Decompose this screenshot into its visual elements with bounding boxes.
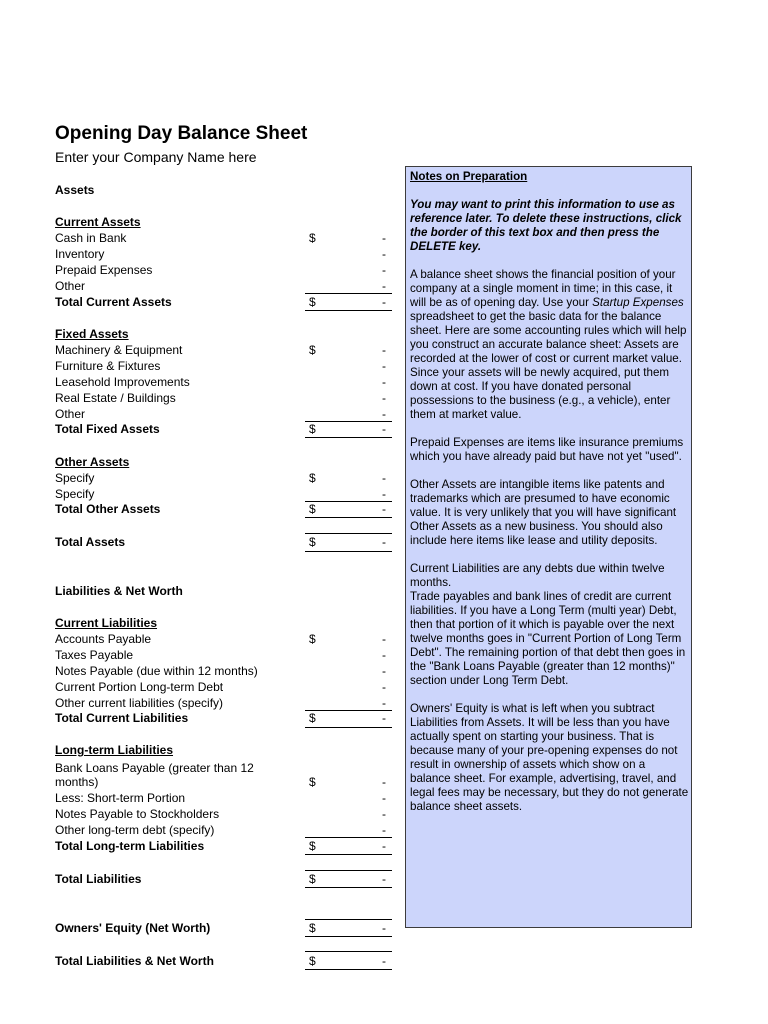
amount-cell[interactable]: - <box>382 775 386 789</box>
total-rule <box>305 551 392 552</box>
currency-symbol: $ <box>309 422 316 436</box>
amount-cell[interactable]: - <box>382 391 386 405</box>
total-label: Total Liabilities & Net Worth <box>55 954 214 968</box>
subtotal-rule <box>305 710 392 711</box>
total-label: Owners' Equity (Net Worth) <box>55 921 211 935</box>
line-item-label: Furniture & Fixtures <box>55 359 161 373</box>
notes-paragraph: Prepaid Expenses are items like insurance premiums which you have already paid but have not yet "used". <box>410 436 684 463</box>
currency-symbol: $ <box>309 535 316 549</box>
total-amount: - <box>382 295 386 309</box>
total-rule <box>305 310 392 311</box>
amount-cell[interactable]: - <box>382 487 386 501</box>
section-title: Assets <box>55 183 95 197</box>
total-label: Total Other Assets <box>55 502 161 516</box>
amount-cell[interactable]: - <box>382 279 386 293</box>
amount-cell[interactable]: - <box>382 247 386 261</box>
amount-cell[interactable]: - <box>382 823 386 837</box>
amount-cell[interactable]: - <box>382 343 386 357</box>
amount-cell[interactable]: - <box>382 632 386 646</box>
line-item-label: Current Portion Long-term Debt <box>55 680 224 694</box>
section-label: Other Assets <box>55 455 130 469</box>
amount-cell[interactable]: - <box>382 680 386 694</box>
currency-symbol: $ <box>309 632 316 646</box>
total-rule <box>305 969 392 970</box>
line-item-label: Real Estate / Buildings <box>55 391 176 405</box>
amount-cell[interactable]: - <box>382 791 386 805</box>
notes-paragraph: Current Liabilities are any debts due within twelve months. Trade payables and bank lines of credit are current liabilities. If you have a Long Term (multi year) Debt, then that portion of it which is payable over the next twelve months goes in "Current Portion of Long Term Debt". The remaining portion of that debt then goes in the "Bank Loans Payable (greater than 12 months)" section under Long Term Debt. <box>410 562 686 687</box>
amount-cell[interactable]: - <box>382 231 386 245</box>
total-label: Total Assets <box>55 535 126 549</box>
section-title: Liabilities & Net Worth <box>55 584 183 598</box>
total-amount: - <box>382 502 386 516</box>
line-item-label: Other current liabilities (specify) <box>55 696 224 710</box>
amount-cell[interactable]: - <box>382 696 386 710</box>
total-rule <box>305 854 392 855</box>
line-item-label: Accounts Payable <box>55 632 152 646</box>
notes-paragraph: A balance sheet shows the financial position of your company at a single moment in time; in this case, it will be as of opening day. Use your Startup Expenses spreadsheet to get the basic data for the balance sheet. Here are some accounting rules which will help you construct an accurate balance sheet: Assets are recorded at the lower of cost or current market value. Since your assets will be newly acquired, put them down at cost. If you have donated personal possessions to the business (e.g., a vehicle), enter them at market value. <box>410 268 687 421</box>
total-amount: - <box>382 711 386 725</box>
total-amount: - <box>382 954 386 968</box>
amount-cell[interactable]: - <box>382 263 386 277</box>
total-rule <box>305 887 392 888</box>
currency-symbol: $ <box>309 872 316 886</box>
amount-cell[interactable]: - <box>382 407 386 421</box>
subtotal-rule <box>305 533 392 534</box>
currency-symbol: $ <box>309 921 316 935</box>
section-label: Current Assets <box>55 215 141 229</box>
section-label: Current Liabilities <box>55 616 158 630</box>
line-item-label: Specify <box>55 471 95 485</box>
total-rule <box>305 936 392 937</box>
currency-symbol: $ <box>309 471 316 485</box>
line-item-bank-loans[interactable] <box>55 761 395 789</box>
line-item-label: Other long-term debt (specify) <box>55 823 215 837</box>
total-rule <box>305 727 392 728</box>
amount-cell[interactable]: - <box>382 375 386 389</box>
currency-symbol: $ <box>309 839 316 853</box>
line-item-label: Leasehold Improvements <box>55 375 190 389</box>
subtotal-rule <box>305 421 392 422</box>
line-item-label: Notes Payable (due within 12 months) <box>55 664 258 678</box>
total-rule <box>305 517 392 518</box>
total-label: Total Liabilities <box>55 872 142 886</box>
line-item-label: Prepaid Expenses <box>55 263 153 277</box>
total-amount: - <box>382 921 386 935</box>
notes-title: Notes on Preparation <box>410 170 528 183</box>
line-item-label: Taxes Payable <box>55 648 134 662</box>
currency-symbol: $ <box>309 775 316 789</box>
notes-paragraph: Owners' Equity is what is left when you subtract Liabilities from Assets. It will be less than you have actually spent on starting your business. That is because many of your pre-opening expenses do not result in ownership of assets which show on a balance sheet. For example, advertising, travel, and legal fees may be necessary, but they do not generate balance sheet assets. <box>410 702 689 813</box>
subtotal-rule <box>305 951 392 952</box>
line-item-label: Specify <box>55 487 95 501</box>
currency-symbol: $ <box>309 343 316 357</box>
total-label: Total Long-term Liabilities <box>55 839 205 853</box>
total-amount: - <box>382 535 386 549</box>
section-label: Fixed Assets <box>55 327 129 341</box>
total-label: Total Fixed Assets <box>55 422 160 436</box>
section-label: Long-term Liabilities <box>55 743 174 757</box>
amount-cell[interactable]: - <box>382 807 386 821</box>
total-amount: - <box>382 872 386 886</box>
line-item-label: Other <box>55 407 86 421</box>
currency-symbol: $ <box>309 231 316 245</box>
total-label: Total Current Liabilities <box>55 711 189 725</box>
page-title: Opening Day Balance Sheet <box>55 123 308 144</box>
amount-cell[interactable]: - <box>382 359 386 373</box>
line-item-label: Notes Payable to Stockholders <box>55 807 220 821</box>
subtotal-rule <box>305 293 392 294</box>
notes-text-box[interactable] <box>405 166 692 928</box>
amount-cell[interactable]: - <box>382 664 386 678</box>
notes-paragraph: Other Assets are intangible items like patents and trademarks which are presumed to have economic value. It is very unlikely that you will have significant Other Assets as a new business. You should also include here items like lease and utility deposits. <box>410 478 677 547</box>
company-name-field[interactable]: Enter your Company Name here <box>55 149 257 165</box>
line-item-label: Bank Loans Payable (greater than 12 months) <box>55 761 254 789</box>
notes-intro: You may want to print this information to use as reference later. To delete these instructions, click the border of this text box and then press the DELETE key. <box>410 198 682 253</box>
currency-symbol: $ <box>309 954 316 968</box>
balance-sheet-ledger <box>55 0 395 1024</box>
currency-symbol: $ <box>309 711 316 725</box>
total-amount: - <box>382 422 386 436</box>
total-label: Total Current Assets <box>55 295 172 309</box>
line-item-label: Machinery & Equipment <box>55 343 183 357</box>
line-item-label: Less: Short-term Portion <box>55 791 186 805</box>
total-rule <box>305 437 392 438</box>
line-item-label: Cash in Bank <box>55 231 127 245</box>
currency-symbol: $ <box>309 295 316 309</box>
line-item-label: Inventory <box>55 247 105 261</box>
subtotal-rule <box>305 919 392 920</box>
subtotal-rule <box>305 870 392 871</box>
subtotal-rule <box>305 501 392 502</box>
line-item-label: Other <box>55 279 86 293</box>
subtotal-rule <box>305 837 392 838</box>
amount-cell[interactable]: - <box>382 648 386 662</box>
currency-symbol: $ <box>309 502 316 516</box>
total-amount: - <box>382 839 386 853</box>
amount-cell[interactable]: - <box>382 471 386 485</box>
